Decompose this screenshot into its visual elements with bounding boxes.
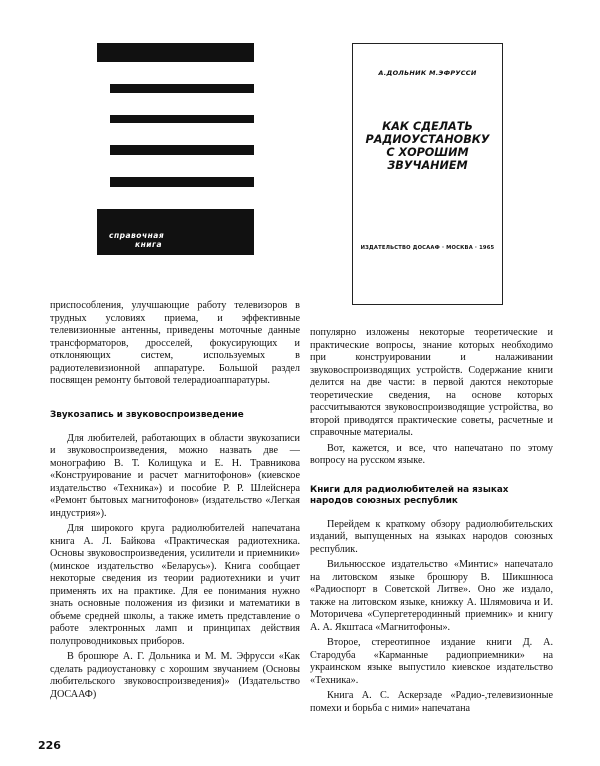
cover-title [353,120,502,172]
cover-title-line: ЗВУЧАНИЕМ [387,159,468,172]
cover-subtitle-line: справочная [109,231,165,240]
cover-spine [97,62,110,209]
cover-title-line: КАК СДЕЛАТЬ [382,120,473,133]
paragraph: Для любителей, работающих в области звукозаписи и звуковоспроизведения, можно назвать две — монографию В. Т. Колищука и Е. Н. Травникова «Конструирование и расчет магнитофонов» (киевское издательство «Техника») и пособие Р. Р. Шлейснера «Ремонт бытовых магнитофонов» (издательство «Легкая индустрия»). [50,432,300,519]
paragraph: В брошюре А. Г. Дольника и М. М. Эфрусси «Как сделать радиоустановку с хорошим звучанием (Основы любительского звуковоспроизведения)» (Издательство ДОСААФ) [50,651,300,700]
paragraph: популярно изложены некоторые теоретические и практические вопросы, знание которых необходимо при конструировании и налаживании звуковоспроизводящих устройств. Содержание книги делится на две части: в первой даются некоторые теоретические сведения, на основе которых рассчитываются звуковоспроизводящие устройства, во второй приводятся практические советы, расчетные и справочные материалы. [310,327,553,438]
cover-publisher: ИЗДАТЕЛЬСТВО ДОСААФ · МОСКВА · 1965 [360,245,495,251]
section-heading: Звукозапись и звуковоспроизведение [50,409,244,420]
cover-stripe [97,187,254,209]
left-column [50,300,300,701]
paragraph: приспособления, улучшающие работу телевизоров в трудных условиях приема, и эффективные телевизионные антенны, приведены моточные данные трансформаторов, дросселей, фокусирующих и отклоняющих систем, используемых в радиотелевизионной аппаратуре. Большой раздел посвящен ремонту бытовой телерадиоаппаратуры. [50,300,300,386]
paragraph: Для широкого круга радиолюбителей напечатана книга А. Л. Байкова «Практическая радиотехника. Основы звуковоспроизведения, усилители и приемники» (минское издательство «Беларусь»). Книга сообщает некоторые сведения из теории радиотехники и учит применять их на практике. Для ее понимания нужно знать основные положения из физики и математики в объеме средней школы, а также иметь представление о работе электронных ламп и принципах действия полупроводниковых приборов. [50,523,300,647]
cover-subtitle [109,231,164,249]
book-cover-tv-radio [97,43,254,255]
paragraph: Перейдем к краткому обзору радиолюбительских изданий, выпущенных на языках народов союзных республик. [310,518,553,555]
cover-authors: А.ДОЛЬНИК М.ЭФРУССИ [378,69,477,77]
paragraph: Книга А. С. Аскерзаде «Радио-,телевизионные помехи и борьба с ними» напечатана [310,690,553,714]
right-column [310,327,553,715]
page-number: 226 [38,739,61,752]
cover-title-line: радиоприемники [117,99,245,114]
section-heading: Книги для радиолюбителей на языках народов союзных республик [310,484,509,506]
paragraph: Вильнюсское издательство «Минтис» напечатало на литовском языке брошюру В. Шикшнюса «Радиоспорт в Советской Литве». Оно же издало, также на литовском языке, книжку А. Шлямовича и И. Моторичева «Супергетеродинный приемник» и книгу А. А. Якштаса «Магнитофоны». [310,559,553,633]
cover-title-line: РАДИОУСТАНОВКУ [365,133,490,146]
paragraph: Вот, кажется, и все, что напечатано по этому вопросу на русском языке. [310,442,553,466]
cover-subtitle-line: книга [135,240,163,249]
cover-title-line: проигрыватели [117,161,232,176]
cover-title-line: телевизоры [117,68,206,83]
cover-title-line: магнитофоны [117,130,219,145]
paragraph: Второе, стереотипное издание книги Д. А. Стародуба «Карманные радиоприемники» на украинском языке выпустило киевское издательство «Техника». [310,637,553,686]
cover-title-line: С ХОРОШИМ [386,146,469,159]
book-cover-dolnik-efrussi [352,43,503,305]
